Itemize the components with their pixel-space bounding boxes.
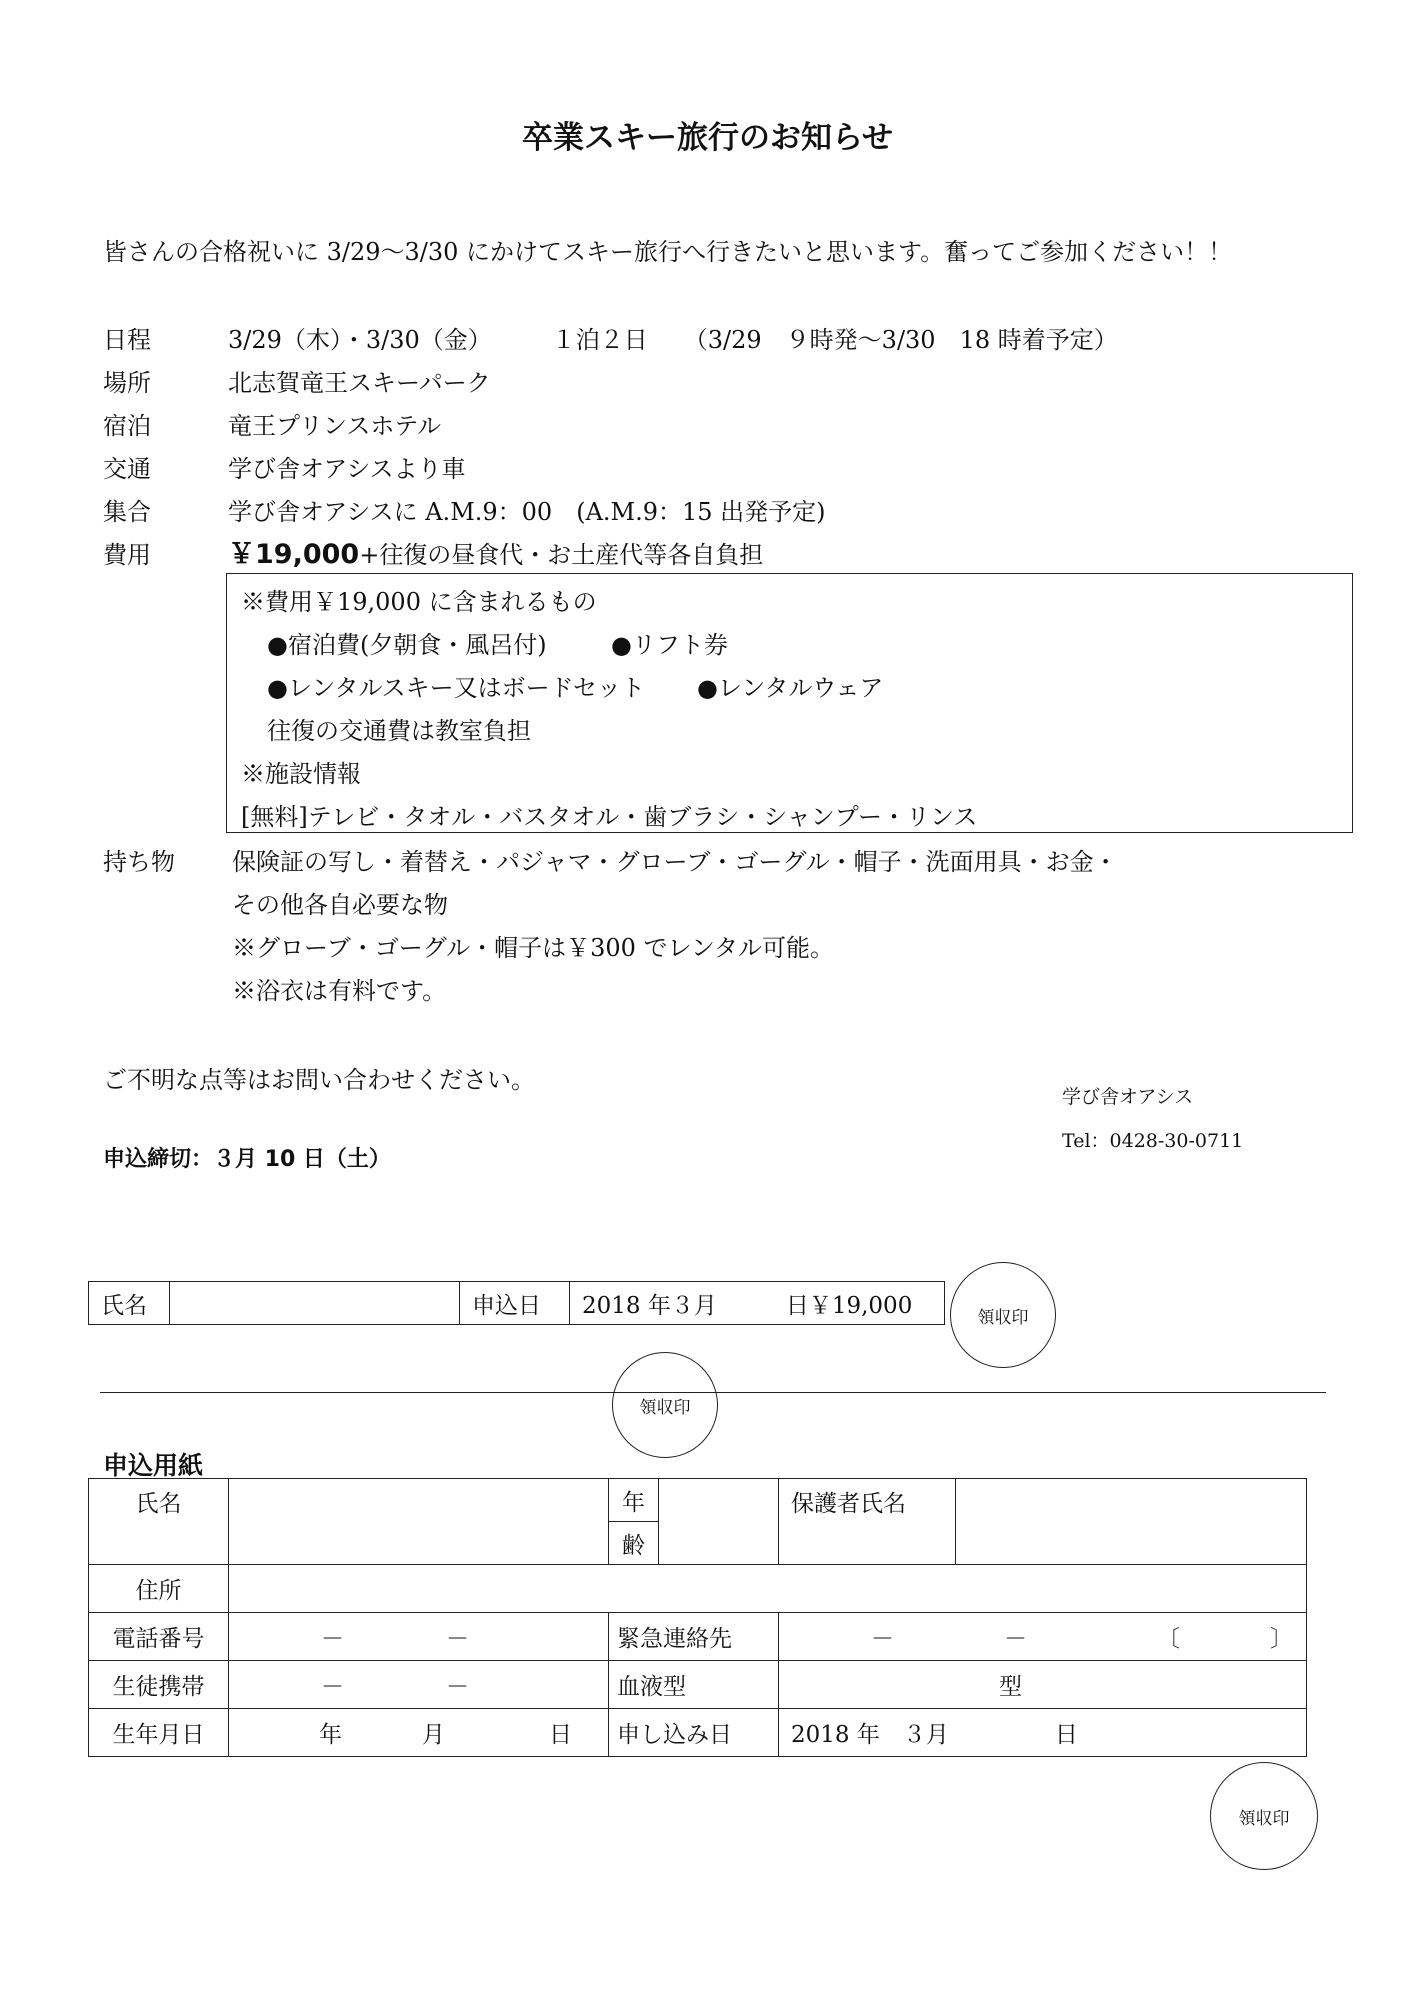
apply-day: 日 [1054, 1722, 1078, 1748]
guardian-field[interactable] [956, 1479, 1307, 1565]
schedule-label: 日程 [103, 326, 151, 354]
schedule-value: 3/29（木）・3/30（金） １泊２日 （3/29 ９時発～3/30 18 時着予定） [228, 326, 1118, 354]
blood-field[interactable] [779, 1661, 1307, 1709]
mobile-field[interactable] [229, 1661, 609, 1709]
included-heading: ※費用￥19,000 に含まれるもの [241, 588, 597, 616]
birth-label: 生年月日 [89, 1709, 229, 1757]
age-label-2: 齢 [609, 1522, 659, 1565]
age-label-1: 年 [609, 1479, 659, 1522]
org-name: 学び舎オアシス [1062, 1086, 1194, 1108]
emergency-field[interactable] [779, 1613, 1307, 1661]
receipt-date-value: 2018 年３月 日￥19,000 [570, 1282, 945, 1325]
birth-month: 月 [422, 1722, 445, 1748]
place-value: 北志賀竜王スキーパーク [228, 369, 491, 397]
fee-label: 費用 [103, 541, 151, 569]
facility-info: [無料]テレビ・タオル・バスタオル・歯ブラシ・シャンプー・リンス [241, 803, 978, 831]
phone-field[interactable] [229, 1613, 609, 1661]
receipt-date-label: 申込日 [460, 1282, 570, 1325]
blood-unit: 型 [999, 1674, 1022, 1700]
dash: － [446, 1626, 469, 1652]
meeting-value: 学び舎オアシスに A.M.9：00 (A.M.9：15 出発予定) [228, 498, 826, 526]
meeting-label: 集合 [103, 498, 151, 526]
receipt-stamp: 領収印 [950, 1262, 1056, 1368]
belongings-line: ※浴衣は有料です。 [232, 977, 447, 1005]
transport-value: 学び舎オアシスより車 [228, 455, 466, 483]
apply-field[interactable] [779, 1709, 1307, 1757]
dash: － [321, 1674, 344, 1700]
bracket-open: 〔 [1157, 1626, 1180, 1652]
place-label: 場所 [103, 369, 151, 397]
belongings-line: 保険証の写し・着替え・パジャマ・グローブ・ゴーグル・帽子・洗面用具・お金・ [232, 848, 1118, 876]
fee-rest: +往復の昼食代・お土産代等各自負担 [359, 541, 764, 569]
included-lodging: ●宿泊費(夕朝食・風呂付) [267, 631, 547, 659]
included-lift: ●リフト券 [611, 631, 728, 659]
form-stamp: 領収印 [1210, 1762, 1318, 1870]
intro-text: 皆さんの合格祝いに 3/29～3/30 にかけてスキー旅行へ行きたいと思います。奮ってご参加ください！！ [103, 238, 1233, 266]
fee-value [228, 532, 763, 571]
bracket-close: 〕 [1270, 1626, 1293, 1652]
belongings-label: 持ち物 [103, 848, 175, 876]
lodging-value: 竜王プリンスホテル [228, 412, 442, 440]
included-rental-ski: ●レンタルスキー又はボードセット [267, 674, 645, 702]
facility-heading: ※施設情報 [241, 760, 361, 788]
belongings-line: その他各自必要な物 [232, 891, 448, 919]
dash: － [1004, 1626, 1027, 1652]
name-field[interactable] [229, 1479, 609, 1565]
application-form [88, 1478, 1307, 1757]
page-title: 卒業スキー旅行のお知らせ [521, 120, 894, 156]
address-label: 住所 [89, 1565, 229, 1613]
apply-date: 2018 年 ３月 [791, 1722, 949, 1748]
transport-label: 交通 [103, 455, 151, 483]
dash: － [321, 1626, 344, 1652]
birth-day: 日 [549, 1722, 572, 1748]
address-field[interactable] [229, 1565, 1307, 1613]
mobile-label: 生徒携帯 [89, 1661, 229, 1709]
phone-label: 電話番号 [89, 1613, 229, 1661]
form-heading: 申込用紙 [103, 1451, 204, 1480]
belongings-line: ※グローブ・ゴーグル・帽子は￥300 でレンタル可能。 [232, 934, 834, 962]
name-label: 氏名 [89, 1479, 229, 1565]
cutline-stamp: 領収印 [612, 1352, 718, 1458]
dash: － [871, 1626, 894, 1652]
fee-amount: ￥19,000 [228, 539, 360, 570]
birth-field[interactable] [229, 1709, 609, 1757]
dash: － [446, 1674, 469, 1700]
org-tel: Tel：0428-30-0711 [1062, 1130, 1244, 1152]
included-rental-wear: ●レンタルウェア [697, 674, 884, 702]
receipt-name-field[interactable] [170, 1282, 460, 1325]
included-box [226, 573, 1353, 833]
birth-year: 年 [319, 1722, 342, 1748]
blood-label: 血液型 [609, 1661, 779, 1709]
included-transport: 往復の交通費は教室負担 [267, 717, 531, 745]
lodging-label: 宿泊 [103, 412, 151, 440]
inquiry-text: ご不明な点等はお問い合わせください。 [103, 1066, 535, 1094]
apply-label: 申し込み日 [609, 1709, 779, 1757]
receipt-name-label: 氏名 [89, 1282, 170, 1325]
deadline: 申込締切：３月 10 日（土） [103, 1147, 391, 1172]
emergency-label: 緊急連絡先 [609, 1613, 779, 1661]
age-field[interactable] [659, 1479, 779, 1565]
guardian-label: 保護者氏名 [779, 1479, 956, 1565]
receipt-table [88, 1281, 945, 1325]
